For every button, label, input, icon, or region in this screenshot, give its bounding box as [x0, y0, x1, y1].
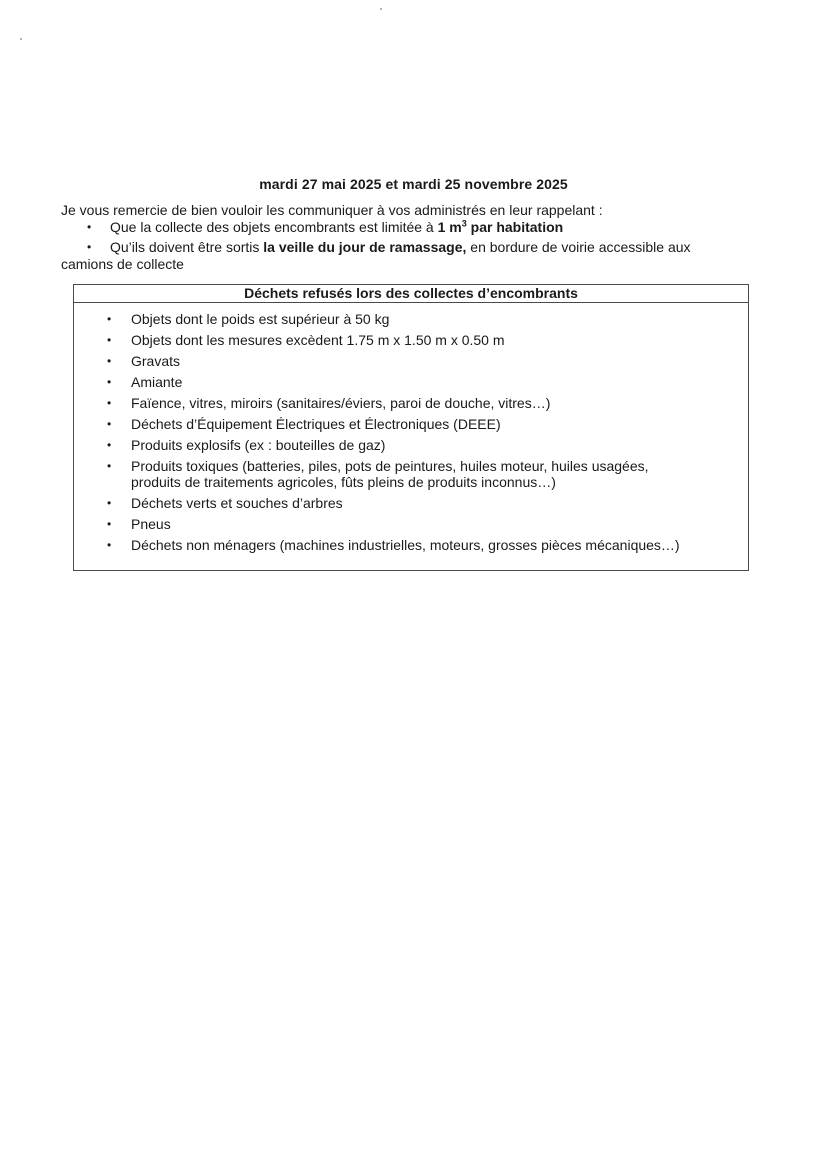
reminder-bold-value: 1 m [437, 219, 462, 235]
list-item-text: Pneus [131, 516, 171, 532]
bullet-icon: • [107, 538, 112, 552]
list-item [74, 395, 744, 411]
list-item [74, 311, 744, 327]
bullet-icon: • [107, 417, 112, 431]
list-item [74, 437, 744, 453]
reminder-superscript: 3 [461, 218, 467, 229]
reminder-text-after: en bordure de voirie accessible aux [466, 239, 691, 255]
list-item-text: Déchets non ménagers (machines industrielles, moteurs, grosses pièces mécaniques…) [131, 537, 680, 553]
list-item [74, 374, 744, 390]
bullet-icon: • [107, 459, 112, 473]
reminder-item-set-out-time [61, 239, 769, 256]
list-item-text: Objets dont le poids est supérieur à 50 kg [131, 311, 390, 327]
scan-speck [20, 38, 22, 40]
bullet-icon: • [107, 517, 112, 531]
bullet-icon: • [87, 220, 92, 234]
reminder-list [61, 219, 769, 276]
bullet-icon: • [107, 354, 112, 368]
bullet-icon: • [107, 496, 112, 510]
scan-speck [380, 8, 382, 10]
list-item-text: Déchets d’Équipement Électriques et Électroniques (DEEE) [131, 416, 501, 432]
reminder-bold-after: par habitation [466, 219, 564, 235]
bullet-icon: • [107, 396, 112, 410]
bullet-icon: • [87, 240, 92, 254]
bullet-icon: • [107, 312, 112, 326]
list-item-continuation: produits de traitements agricoles, fûts pleins de produits inconnus…) [131, 474, 556, 490]
reminder-continuation [61, 256, 769, 273]
reminder-text: Qu’ils doivent être sortis [110, 239, 264, 255]
list-item [74, 353, 744, 369]
list-item-text: Faïence, vitres, miroirs (sanitaires/éviers, paroi de douche, vitres…) [131, 395, 551, 411]
list-item-text: Produits explosifs (ex : bouteilles de gaz) [131, 437, 386, 453]
list-item [74, 495, 744, 511]
list-item [74, 458, 744, 490]
refused-waste-list [74, 311, 744, 558]
reminder-item-volume-limit [61, 219, 769, 236]
list-item [74, 416, 744, 432]
list-item [74, 537, 744, 553]
list-item-text: Déchets verts et souches d’arbres [131, 495, 343, 511]
list-item [74, 516, 744, 532]
list-item-text: Produits toxiques (batteries, piles, pots de peintures, huiles moteur, huiles usagées, [131, 458, 649, 474]
reminder-bold-value: la veille du jour de ramassage, [263, 239, 467, 255]
collection-dates-heading: mardi 27 mai 2025 et mardi 25 novembre 2025 [259, 176, 568, 192]
bullet-icon: • [107, 333, 112, 347]
refused-waste-title: Déchets refusés lors des collectes d’encombrants [74, 285, 748, 303]
intro-paragraph: Je vous remercie de bien vouloir les communiquer à vos administrés en leur rappelant : [61, 202, 603, 218]
list-item-text: Gravats [131, 353, 181, 369]
list-item-text: Amiante [131, 374, 183, 390]
bullet-icon: • [107, 375, 112, 389]
reminder-continuation-text: camions de collecte [61, 256, 184, 272]
reminder-text: Que la collecte des objets encombrants est limitée à [110, 219, 438, 235]
list-item [74, 332, 744, 348]
list-item-text: Objets dont les mesures excèdent 1.75 m x 1.50 m x 0.50 m [131, 332, 505, 348]
refused-waste-box [73, 284, 749, 571]
bullet-icon: • [107, 438, 112, 452]
